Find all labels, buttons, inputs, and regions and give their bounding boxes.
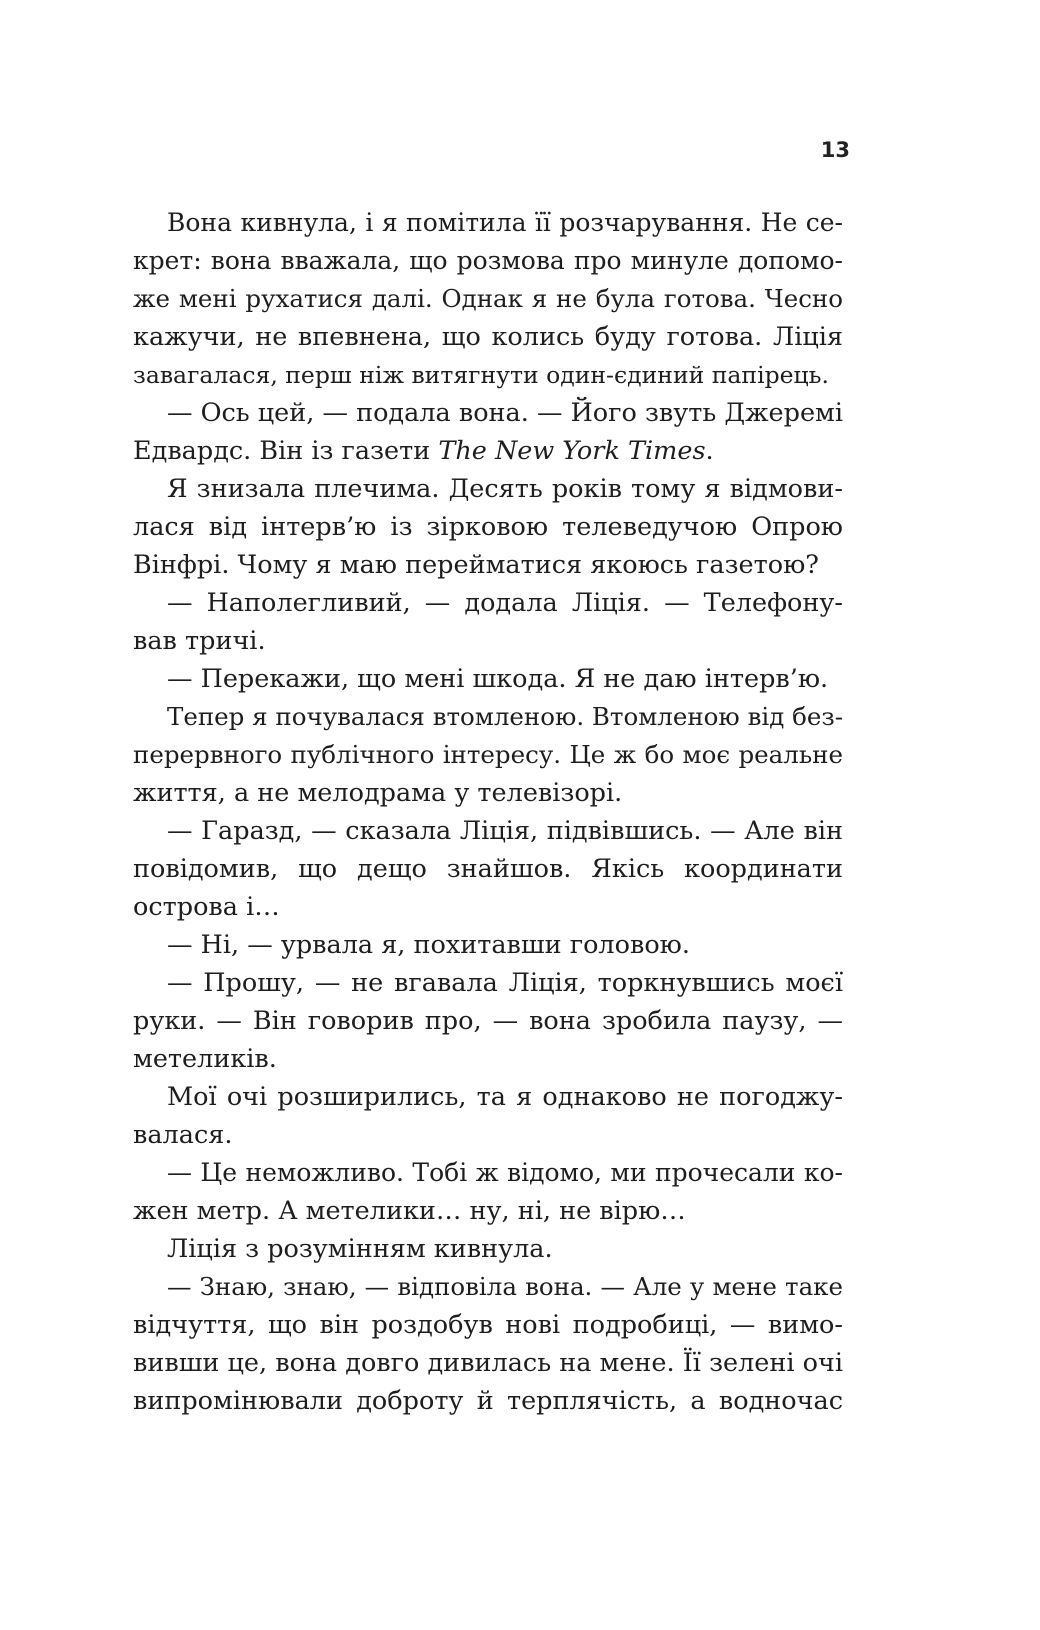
- text-line-content: жен метр. А метелики… ну, ні, не вірю…: [133, 1196, 686, 1226]
- text-line-content: крет: вона вважала, що розмова про минуле допомо-: [133, 246, 843, 275]
- text-line-content: острова і…: [133, 892, 280, 922]
- text-line: [133, 470, 843, 508]
- text-line-content: повідомив, що дещо знайшов. Якісь координати: [133, 854, 843, 884]
- text-line: [133, 1192, 843, 1230]
- body-text: [133, 204, 843, 1420]
- text-line-content: вивши це, вона довго дивилась на мене. Її зелені очі: [133, 1348, 843, 1378]
- text-line-content: відчуття, що він роздобув нові подробиці, — вимо-: [133, 1310, 843, 1340]
- text-line: [133, 1344, 843, 1382]
- text-line: [133, 394, 843, 432]
- text-line-content: Я знизала плечима. Десять років тому я відмови-: [167, 474, 843, 504]
- text-line-content: Мої очі розширились, та я однаково не погоджу-: [167, 1082, 843, 1112]
- text-line-content: руки. — Він говорив про, — вона зробила паузу, —: [133, 1006, 843, 1036]
- text-line-content: Вінфрі. Чому я маю перейматися якоюсь газетою?: [133, 550, 819, 580]
- text-line-content: життя, а не мелодрама у телевізорі.: [133, 778, 623, 808]
- text-line: [133, 432, 843, 470]
- text-line-content: метеликів.: [133, 1044, 277, 1074]
- text-line-content: — Ні, — урвала я, похитавши головою.: [167, 930, 690, 960]
- text-line-content: — Прошу, — не вгавала Ліція, торкнувшись моєї: [167, 968, 843, 998]
- text-line-content: Едвардс. Він із газети: [133, 436, 439, 466]
- text-line-content: кажучи, не впевнена, що колись буду готова. Ліція: [133, 322, 843, 352]
- text-line: [133, 1078, 843, 1116]
- text-line: [133, 622, 843, 660]
- text-line: [133, 546, 843, 584]
- text-line: [133, 318, 843, 356]
- text-line: [133, 660, 843, 698]
- text-line: [133, 1040, 843, 1078]
- text-line: [133, 356, 843, 394]
- text-line: [133, 508, 843, 546]
- text-line: [133, 1154, 843, 1192]
- text-line-content: завагалася, перш ніж витягнути один-єдиний папірець.: [133, 361, 829, 389]
- text-line: [133, 1002, 843, 1040]
- text-line-content: — Це неможливо. Тобі ж відомо, ми прочесали ко-: [167, 1158, 843, 1187]
- text-line-content: Тепер я почувалася втомленою. Втомленою від без-: [167, 702, 843, 731]
- text-line: [133, 964, 843, 1002]
- text-line: [133, 280, 843, 318]
- text-line-content: лася від інтерв’ю із зірковою телеведучою Опрою: [133, 512, 843, 542]
- italic-title: The New York Times: [438, 436, 706, 466]
- text-line: [133, 736, 843, 774]
- text-line-content: — Знаю, знаю, — відповіла вона. — Але у мене таке: [167, 1272, 843, 1301]
- text-line: [133, 1230, 843, 1268]
- text-line-content: — Перекажи, що мені шкода. Я не даю інтерв’ю.: [167, 664, 829, 694]
- text-line-tail: .: [705, 436, 714, 466]
- text-line: [133, 774, 843, 812]
- text-line: [133, 1382, 843, 1420]
- text-line: [133, 204, 843, 242]
- text-line-content: — Гаразд, — сказала Ліція, підвівшись. — Але він: [167, 816, 843, 846]
- text-line-content: випромінювали доброту й терплячість, а водночас: [133, 1386, 843, 1416]
- text-line: [133, 698, 843, 736]
- text-line-content: же мені рухатися далі. Однак я не була готова. Чесно: [133, 284, 843, 313]
- text-line: [133, 242, 843, 280]
- text-line-content: вав тричі.: [133, 626, 266, 656]
- text-line: [133, 1116, 843, 1154]
- text-line-content: Ліція з розумінням кивнула.: [167, 1234, 553, 1264]
- text-line: [133, 584, 843, 622]
- page-number: 13: [820, 138, 850, 162]
- text-line: [133, 1268, 843, 1306]
- text-line-content: — Наполегливий, — додала Ліція. — Телефону-: [167, 588, 843, 618]
- text-line-content: — Ось цей, — подала вона. — Його звуть Джеремі: [167, 398, 844, 428]
- text-line: [133, 888, 843, 926]
- text-line-content: перервного публічного інтересу. Це ж бо моє реальне: [133, 740, 843, 769]
- text-line: [133, 926, 843, 964]
- text-line: [133, 850, 843, 888]
- text-line-content: валася.: [133, 1120, 233, 1150]
- text-line: [133, 1306, 843, 1344]
- text-line-content: Вона кивнула, і я помітила її розчарування. Не се-: [167, 208, 843, 237]
- text-line: [133, 812, 843, 850]
